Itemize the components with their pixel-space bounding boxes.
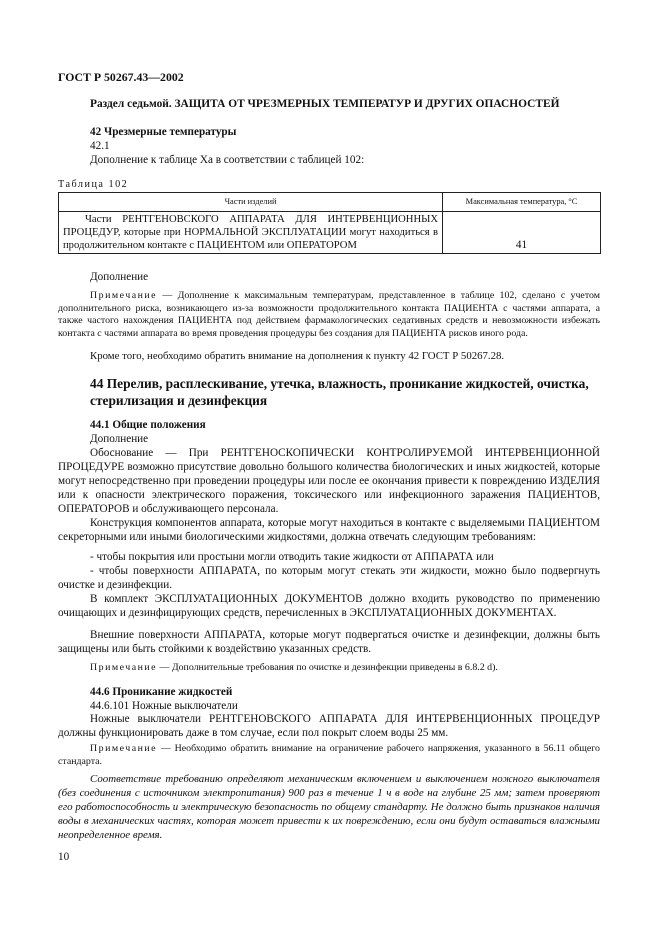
clause-44-1-heading: 44.1 Общие положения (90, 419, 206, 431)
operating-documents-paragraph: В комплект ЭКСПЛУАТАЦИОННЫХ ДОКУМЕНТОВ должно входить руководство по применению очищающих и дезинфицирующих средств, перечисленных в ЭКСПЛУАТАЦИОННЫХ ДОКУМЕНТАХ. (58, 593, 600, 619)
rationale-paragraph: Обоснование — При РЕНТГЕНОСКОПИЧЕСКИ КОНТРОЛИРУЕМОЙ ИНТЕРВЕНЦИОННОЙ ПРОЦЕДУРЕ возможно присутствие довольно большого количества биологических и иных жидкостей, которые могут непосредственно при проведении процедуры или после ее окончания привести к повреждению ИЗДЕЛИЯ или к опасности электрического поражения, токсического или инфекционного заражения ПАЦИЕНТОВ, ОПЕРАТОРОВ и обслуживающего персонала. (58, 447, 600, 515)
note-label: Примечание (90, 662, 158, 673)
compliance-test-paragraph: Соответствие требованию определяют механическим включением и выключением ножного выключателя (без соединения с источником электропитания) 900 раз в течение 1 ч в воде на глубине 25 мм; затем проверяют его работоспособность и электрическую безопасность по общему стандарту. Не должно быть признаков наличия воды в механических частях, которая может привести к их повреждению, если они будут оставаться влажными неопределенное время. (58, 773, 600, 841)
clause-44-6-101-heading: 44.6.101 Ножные выключатели (90, 700, 238, 712)
note-text: — Дополнительные требования по очистке и дезинфекции приведены в 6.8.2 d). (157, 662, 498, 673)
addition-label: Дополнение (90, 271, 149, 283)
foot-switches-paragraph: Ножные выключатели РЕНТГЕНОВСКОГО АППАРАТА ДЛЯ ИНТЕРВЕНЦИОННЫХ ПРОЦЕДУР должны функционировать даже в том случае, если пол покрыт слоем воды 25 мм. (58, 713, 600, 739)
table-header-parts: Части изделий (59, 193, 443, 212)
table-header-row (59, 193, 601, 212)
table-header-max-temp: Максимальная температура, °С (443, 193, 601, 212)
requirement-list-item: - чтобы покрытия или простыни могли отводить такие жидкости от АППАРАТА или (90, 551, 494, 563)
table-cell-parts: Части РЕНТГЕНОВСКОГО АППАРАТА ДЛЯ ИНТЕРВЕНЦИОННЫХ ПРОЦЕДУР, которые при НОРМАЛЬНОЙ ЭКСПЛУАТАЦИИ могут находиться в продолжительном контакте с ПАЦИЕНТОМ или ОПЕРАТОРОМ (59, 212, 443, 254)
section-title: Раздел седьмой. ЗАЩИТА ОТ ЧРЕЗМЕРНЫХ ТЕМПЕРАТУР И ДРУГИХ ОПАСНОСТЕЙ (90, 98, 560, 110)
clause-42-heading: 42 Чрезмерные температуры (90, 126, 237, 138)
note-text: — Дополнение к максимальным температурам, представленное в таблице 102, сделано с учетом дополнительного риска, возникающего из-за возможности продолжительного контакта ПАЦИЕНТА с частями аппарата, а также частого нахождения ПАЦИЕНТА под действием фармакологических седативных средств и невозможности избежать контакта с частями аппарата во время проведения процедуры без создания для ПАЦИЕНТА рисков иного рода. (58, 290, 600, 339)
note-text: — Необходимо обратить внимание на ограничение рабочего напряжения, указанного в 56.11 общего стандарта. (58, 743, 600, 767)
requirement-list-item: - чтобы поверхности АППАРАТА, по которым могут стекать эти жидкости, можно было подвергнуть очистке и дезинфекции. (58, 565, 600, 591)
note-voltage (58, 743, 600, 768)
external-surfaces-paragraph: Внешние поверхности АППАРАТА, которые могут подвергаться очистке и дезинфекции, должны быть защищены или быть стойкими к воздействию указанных средств. (58, 629, 600, 655)
additional-reference: Кроме того, необходимо обратить внимание на дополнения к пункту 42 ГОСТ Р 50267.28. (90, 350, 505, 362)
clause-42-1-number: 42.1 (90, 140, 110, 152)
note-label: Примечание (90, 290, 158, 301)
document-header-id: ГОСТ Р 50267.43—2002 (58, 70, 184, 84)
note-cleaning (90, 662, 600, 675)
table-row (59, 212, 601, 254)
design-requirements-paragraph: Конструкция компонентов аппарата, которые могут находиться в контакте с выделяемыми ПАЦИЕНТОМ секреторными или иными биологическими жидкостями, должна отвечать следующим требованиям: (58, 517, 600, 543)
note-table-102 (58, 290, 600, 340)
clause-42-1-text: Дополнение к таблице Xa в соответствии с таблицей 102: (90, 154, 365, 166)
table-102 (58, 192, 601, 254)
note-label: Примечание (90, 743, 158, 754)
table-cell-max-temp: 41 (443, 212, 601, 254)
table-102-caption: Таблица 102 (58, 179, 129, 190)
page-number: 10 (58, 851, 70, 863)
clause-44-6-heading: 44.6 Проникание жидкостей (90, 686, 233, 698)
clause-44-heading: 44 Перелив, расплескивание, утечка, влажность, проникание жидкостей, очистка, стерилизация и дезинфекция (90, 376, 589, 408)
clause-44-1-addition: Дополнение (90, 433, 149, 445)
